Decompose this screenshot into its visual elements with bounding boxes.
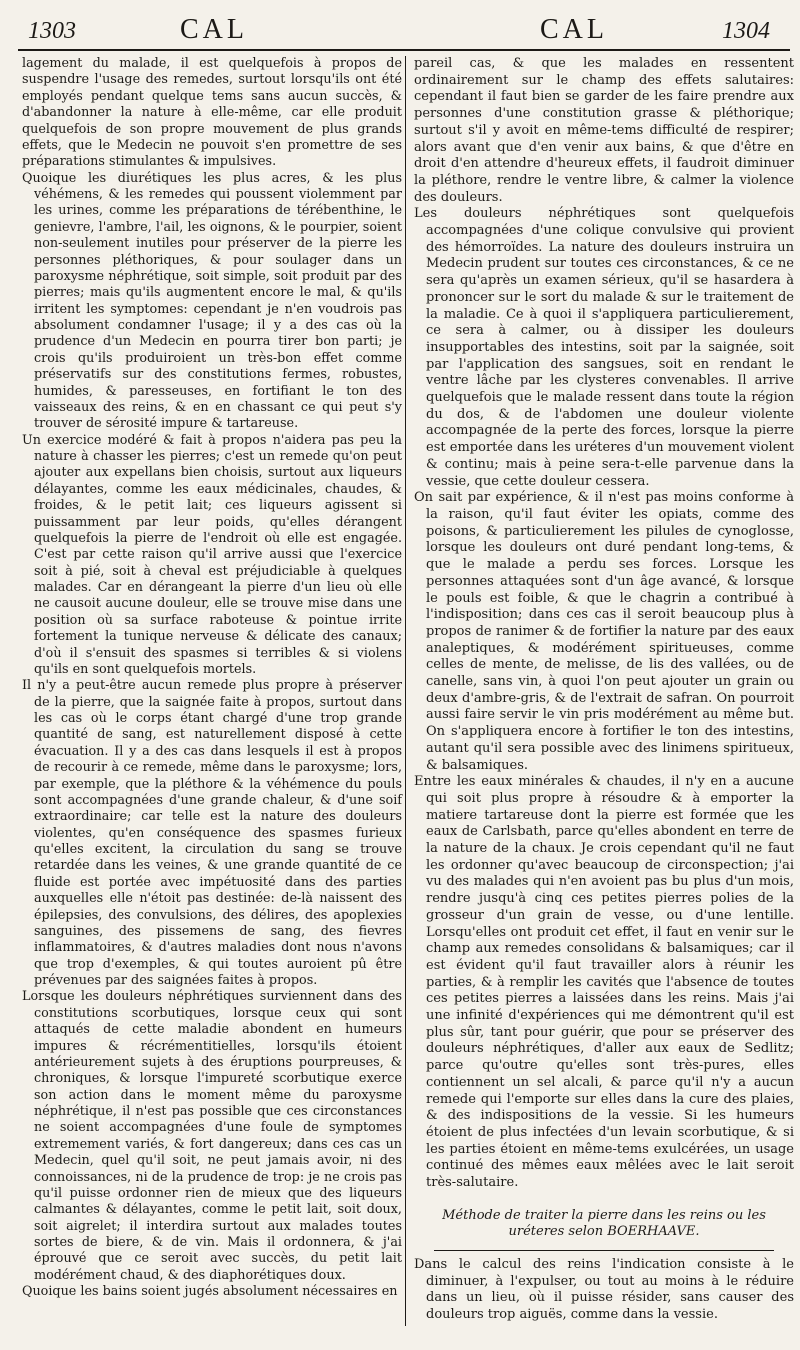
paragraph: lagement du malade, il est quelquefois à propos de suspendre l'usage des remedes, surtout lorsqu'ils ont été employés pendant quelque tems sans aucun succès, & d'abandonner la nature à elle-même, car elle produit quelquefois de son propre mouvement de plus grands effets, que le Medecin ne pouvoit s'en promettre de ses préparations stimulantes & impulsives. [22, 56, 402, 170]
paragraph: Il n'y a peut-être aucun remede plus propre à préserver de la pierre, que la saignée faite à propos, surtout dans les cas où le corps étant chargé d'une trop grande quantité de sang, est naturellement disposé à cette évacuation. Il y a des cas dans lesquels il est à propos de recourir à ce remede, même dans le paroxysme; lors, par exemple, que la pléthore & la véhémence du pouls sont accompagnées d'une grande chaleur, & d'une soif extraordinaire; car telle est la nature des douleurs violentes, qu'en conséquence des spasmes furieux qu'elles excitent, la circulation du sang se trouve retardée dans les veines, & une grande quantité de ce fluide est portée avec impétuosité dans des parties auxquelles elle n'étoit pas destinée: de-là naissent des épilepsies, des convulsions, des délires, des apoplexies sanguines, des pissemens de sang, des fievres inflammatoires, & d'autres maladies dont nous n'avons que trop d'exemples, & qui toutes auroient pû être prévenues par des saignées faites à propos. [22, 678, 402, 988]
paragraph: Lorsque les douleurs néphrétiques surviennent dans des constitutions scorbutiques, lorsque ceux qui sont attaqués de cette maladie abondent en humeurs impures & récrémentitielles, lorsqu'ils étoient antérieurement sujets à des éruptions pourpreuses, & chroniques, & lorsque l'impureté scorbutique exerce son action dans le moment même du paroxysme néphrétique, il n'est pas possible que ces circonstances ne soient accompagnées d'une foule de symptomes extremement variés, & fort dangereux; dans ces cas un Medecin, quel qu'il soit, ne peut jamais avoir, ni des connoissances, ni de la prudence de trop: je ne crois pas qu'il puisse ordonner rien de mieux que des liqueurs calmantes & délayantes, comme le petit lait, soit doux, soit aigrelet; il interdira surtout aux malades toutes sortes de biere, & de vin. Mais il ordonnera, & j'ai éprouvé que ce seroit avec succès, du petit lait modérément chaud, & des diaphorétiques doux. [22, 989, 402, 1283]
paragraph: Un exercice modéré & fait à propos n'aidera pas peu la nature à chasser les pierres; c'est un remede qu'on peut ajouter aux expellans bien choisis, surtout aux liqueurs délayantes, comme les eaux médicinales, chaudes, & froides, & le petit lait; ces liqueurs agissent si puissamment par leur poids, qu'elles dérangent quelquefois la pierre de l'endroit où elle est engagée. C'est par cette raison qu'il arrive aussi que l'exercice soit à pié, soit à cheval est préjudiciable à quelques malades. Car en dérangeant la pierre d'un lieu où elle ne causoit aucune douleur, elle se trouve mise dans une position où sa surface raboteuse & pointue irrite fortement la tunique nerveuse & délicate des canaux; d'où il s'ensuit des spasmes si terribles & si violens qu'ils en sont quelquefois mortels. [22, 432, 402, 677]
paragraph: pareil cas, & que les malades en ressentent ordinairement sur le champ des effets salutaires: cependant il faut bien se garder de les faire prendre aux personnes d'une constitution grasse & pléthorique; surtout s'il y avoit en même-tems difficulté de respirer; alors avant que d'en venir aux bains, & que d'être en droit d'en attendre d'heureux effets, il faudroit diminuer la pléthore, rendre le ventre libre, & calmer la violence des douleurs. [414, 56, 794, 205]
paragraph: Quoique les diurétiques les plus acres, & les plus véhémens, & les remedes qui poussent violemment par les urines, comme les préparations de térébenthine, le genievre, l'ambre, l'ail, les oignons, & le pourpier, soient non-seulement inutiles pour préserver de la pierre les personnes pléthoriques, & pour soulager dans un paroxysme néphrétique, soit simple, soit produit par des pierres; mais qu'ils augmentent encore le mal, & qu'ils irritent les symptomes: cependant je n'en voudrois pas absolument condamner l'usage; il y a des cas où la prudence d'un Medecin en pourra tirer bon parti; je crois qu'ils produiroient un très-bon effet comme préservatifs sur des constitutions fermes, robustes, humides, & paresseuses, en fortifiant le ton des vaisseaux des reins, & en en chassant ce qui peut s'y trouver de sérosité impure & tartareuse. [22, 170, 402, 432]
header-rule [18, 49, 790, 51]
paragraph: On sait par expérience, & il n'est pas moins conforme à la raison, qu'il faut éviter les opiats, comme des poisons, & particulierement les pilules de cynoglosse, lorsque les douleurs ont duré pendant long-tems, & que le malade a perdu ses forces. Lorsque les personnes attaquées sont d'un âge avancé, & lorsque le pouls est foible, & que le chagrin a contribué à l'indisposition; dans ces cas il seroit beaucoup plus à propos de ranimer & de fortifier la nature par des eaux analeptiques, & modérément spiritueuses, comme celles de mente, de melisse, de lis des vallées, ou de canelle, sans vin, à quoi l'on peut ajouter un grain ou deux d'ambre-gris, & de l'extrait de safran. On pourroit aussi faire servir le vin pris modérément au même but. On s'appliquera encore à fortifier le ton des intestins, autant qu'il sera possible avec des linimens spiritueux, & balsamiques. [414, 490, 794, 773]
left-page-number: 1303 [28, 18, 76, 44]
paragraph: Dans le calcul des reins l'indication consiste à le diminuer, à l'expulser, ou tout au moins à le réduire dans un lieu, où il puisse résider, sans causer des douleurs trop aiguës, comme dans la vessie. [414, 1256, 794, 1322]
right-page-number: 1304 [722, 18, 770, 44]
right-running-head: CAL [540, 14, 608, 45]
left-column [22, 56, 402, 1301]
subheading-rule [434, 1250, 774, 1251]
paragraph: Les douleurs néphrétiques sont quelquefois accompagnées d'une colique convulsive qui provient des hémorroïdes. La nature des douleurs instruira un Medecin prudent sur toutes ces circonstances, & ce ne sera qu'après un examen sérieux, qu'il se hasardera à prononcer sur le sort du malade & sur le traitement de la maladie. Ce à quoi il s'appliquera particulierement, ce sera à calmer, ou à dissiper les douleurs insupportables des intestins, soit par la saignée, soit par l'application des sangsues, soit en rendant le ventre lâche par les clysteres convenables. Il arrive quelquefois que le malade ressent dans toute la région du dos, & de l'abdomen une douleur violente accompagnée de la perte des forces, lorsque la pierre est emportée dans les uréteres d'un mouvement violent & continu; mais à peine sera-t-elle parvenue dans la vessie, que cette douleur cessera. [414, 206, 794, 489]
left-running-head: CAL [180, 14, 248, 45]
column-divider [405, 56, 406, 1326]
paragraph: Entre les eaux minérales & chaudes, il n'y en a aucune qui soit plus propre à résoudre & à emporter la matiere tartareuse dont la pierre est formée que les eaux de Carlsbath, parce qu'elles abondent en terre de la nature de la chaux. Je crois cependant qu'il ne faut les ordonner qu'avec beaucoup de circonspection; j'ai vu des malades qui n'en avoient pas bu plus d'un mois, rendre jusqu'à cinq ces petites pierres polies de la grosseur d'un grain de vesse, ou d'une lentille. Lorsqu'elles ont produit cet effet, il faut en venir sur le champ aux remedes consolidans & balsamiques; car il est évident qu'il faut travailler alors à réunir les parties, & à remplir les cavités que l'absence de toutes ces petites pierres a laissées dans les reins. Mais j'ai une infinité d'expériences qui me démontrent qu'il est plus sûr, tant pour guérir, que pour se préserver des douleurs néphrétiques, d'aller aux eaux de Sedlitz; parce qu'outre qu'elles sont très-pures, elles contiennent un sel alcali, & parce qu'il n'y a aucun remede qui l'emporte sur elles dans la cure des plaies, & des indispositions de la vessie. Si les humeurs étoient de plus infectées d'un levain scorbutique, & si les parties étoient en même-tems exulcérées, un usage continué des mêmes eaux mêlées avec le lait seroit très-salutaire. [414, 774, 794, 1191]
paragraph: Quoique les bains soient jugés absolument nécessaires en [22, 1284, 398, 1300]
section-subheading: Méthode de traiter la pierre dans les reins ou les uréteres selon BOERHAAVE. [442, 1207, 766, 1239]
right-column [414, 56, 794, 1324]
